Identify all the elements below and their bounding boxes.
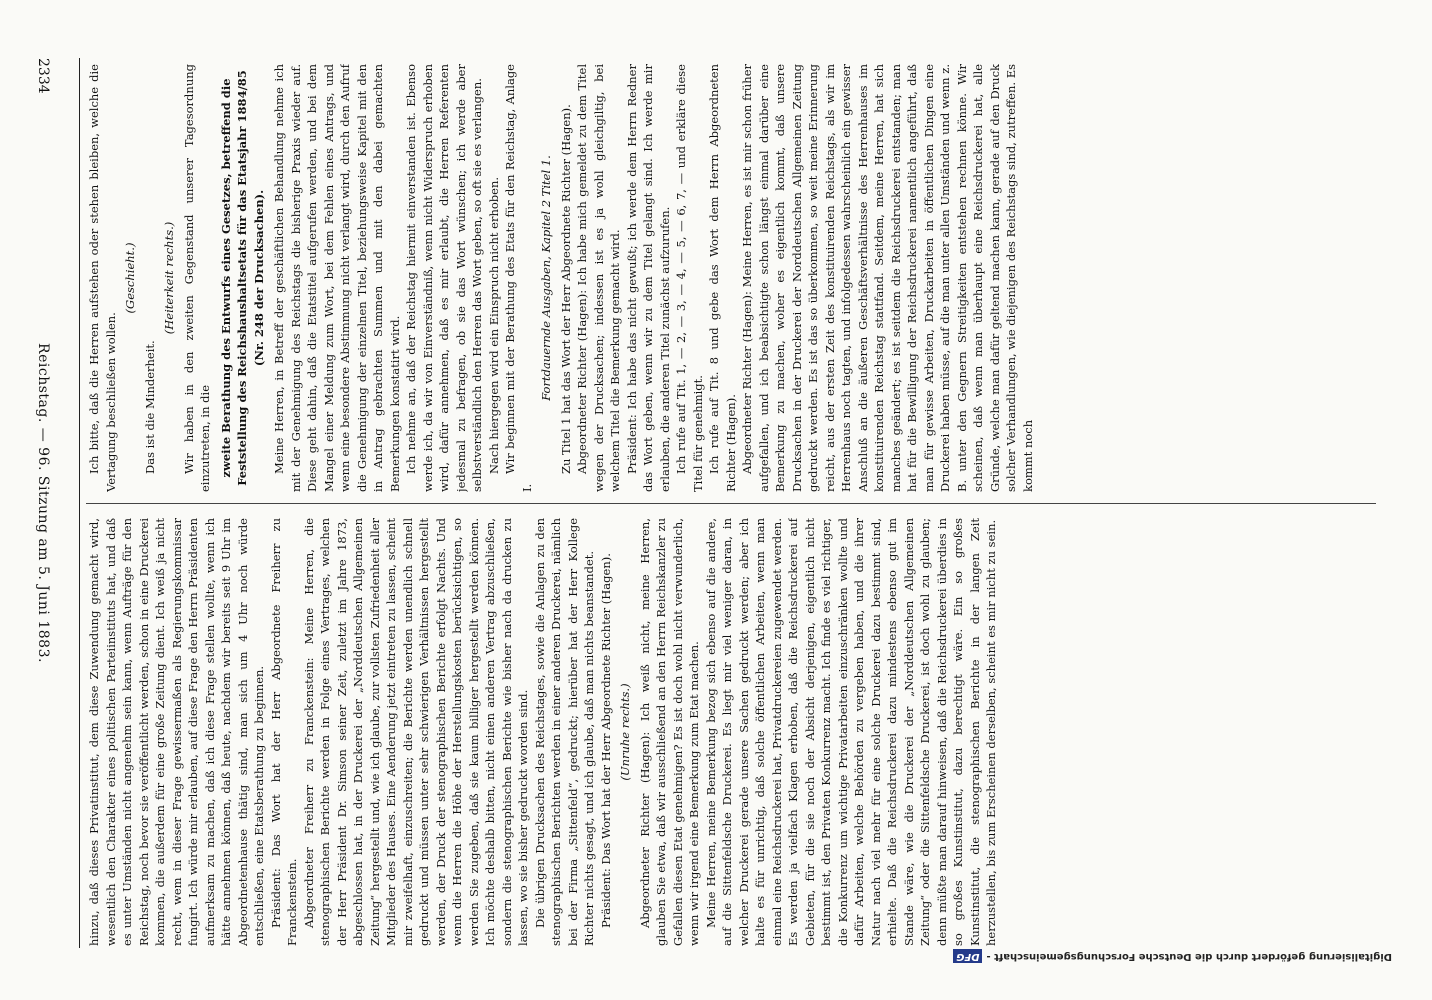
left-text-column	[86, 64, 1370, 492]
speech-paragraph: Präsident: Das Wort hat der Herr Abgeordnete Richter (Hagen).	[598, 553, 613, 928]
speech-paragraph: Abgeordneter Richter (Hagen): Ich weiß nicht, meine Herren, glauben Sie etwa, daß wir ausschließend an den Herrn Reichskanzler zu Gefallen diesen Etat genehmigen? Es ist doch wohl nicht verwunderlich, wenn wir irgend eine Bemerkung zum Etat machen.	[637, 518, 701, 946]
paragraph: Wir beginnen mit der Berathung des Etats für den Reichstag, Anlage I.	[503, 64, 534, 492]
paragraph: Die übrigen Drucksachen des Reichstages, sowie die Anlagen zu den stenographischen Berichten werden in einer anderen Druckerei, nämlich bei der Firma „Sittenfeld“, gedruckt; hierüber hat der Herr Kollege Richter nichts gesagt, und ich glaube, daß man nichts beanstandet.	[532, 518, 596, 946]
column-divider	[86, 503, 1376, 504]
right-text-column	[86, 518, 1370, 946]
paragraph: Meine Herren, in Betreff der geschäftlichen Behandlung nehme ich mit der Genehmigung des Reichstags die bisherige Praxis wieder auf. Diese geht dahin, daß die Etatstitel aufgerufen werden, und bei dem Mangel einer Meldung zum Wort, bei dem Fehlen eines Antrags, und wenn eine besondere Abstimmung nicht verlangt wird, durch den Aufruf die Genehmigung der einzelnen Titel, beziehungsweise Kapitel mit den in Antrag gebrachten Summen und mit den dabei gemachten Bemerkungen konstatirt wird.	[272, 64, 402, 492]
page-number: 2334	[35, 58, 51, 94]
section-line: Fortdauernde Ausgaben, Kapitel 2 Titel 1.	[539, 155, 553, 401]
paragraph: hinzu, daß dieses Privatinstitut, dem diese Zuwendung gemacht wird, wesentlich den Charakter eines politischen Parteiinstituts hat, und daß es unter Umständen nicht angenehm sein kann, wenn Aufträge für den Reichstag, noch bevor sie veröffentlicht werden, schon in eine Druckerei kommen, die außerdem für eine große Zeitung dient. Ich weiß ja nicht recht, wem in dieser Frage gewissermaßen als Regierungskommissar fungirt. Ich würde mir erlauben, auf diese Frage den Herrn Präsidenten aufmerksam zu machen, daß ich diese Frage stellen wollte, wenn ich hätte annehmen können, daß heute, nachdem wir bereits seit 9 Uhr im Abgeordnetenhause thätig sind, man sich um 4 Uhr noch würde entschließen, eine Etatsberathung zu beginnen.	[87, 518, 266, 946]
stage-note: (Geschieht.)	[123, 242, 137, 314]
paragraph: Ich nehme an, daß der Reichstag hiermit einverstanden ist. Ebenso werde ich, da wir von Einverständniß, wenn nicht Widerspruch erhoben wird, dafür annehmen, daß es mir erlaubt, die Herren Referenten jedesmal zu befragen, ob sie das Wort wünschen; ich werde aber selbstverständlich den Herren das Wort geben, so oft sie es verlangen.	[404, 64, 484, 492]
paragraph: Zu Titel 1 hat das Wort der Herr Abgeordnete Richter (Hagen).	[558, 104, 573, 474]
running-title: Reichstag. — 96. Sitzung am 5. Juni 1883.	[35, 343, 51, 663]
speech-paragraph: Präsident: Das Wort hat der Herr Abgeordnete Freiherr zu Franckenstein.	[268, 518, 299, 946]
stage-note: (Unruhe rechts.)	[618, 683, 632, 781]
paragraph: Nach hiergegen wird ein Einspruch nicht erhoben.	[486, 176, 501, 474]
header-rule	[79, 58, 80, 948]
credit-text: Digitalisierung gefördert durch die Deutsche Forschungsgemeinschaft -	[986, 951, 1392, 962]
paragraph: Das ist die Minderheit.	[142, 340, 157, 474]
paragraph: Wir haben in den zweiten Gegenstand unserer Tagesordnung einzutreten, in die	[181, 64, 212, 492]
speech-paragraph: Abgeordneter Richter (Hagen): Meine Herren, es ist mir schon früher aufgefallen, und ich beabsichtigte schon längst einmal darüber eine Bemerkung zu machen, woher es eigentlich kommt, daß unsere Drucksachen in der Druckerei der Norddeutschen Allgemeinen Zeitung gedruckt werden. Es ist das so überkommen, so weit meine Erinnerung reicht, aus der ersten Zeit des konstituirenden Reichstags, als wir im Herrenhaus noch tagten, und infolgedessen wahrscheinlich ein gewisser Anschluß an die äußeren Geschäftsverhältnisse des Herrenhauses im konstituirenden Reichstag stattfand. Seitdem, meine Herren, hat sich manches geändert; es ist seitdem die Reichsdruckerei entstanden; man hat für die Bewilligung der Reichsdruckerei namentlich angeführt, daß man für gewisse Arbeiten, Druckarbeiten in öffentlichen Dingen eine Druckerei haben müsse, auf die man unter allen Umständen und wenn z. B. unter den Gegnern Streitigkeiten entstehen rechnen könne. Wir scheinen, daß wenn man überhaupt eine Reichsdruckerei hat, alle Gründe, welche man dafür geltend machen kann, gerade auf den Druck solcher Verhandlungen, wie diejenigen des Reichstags sind, zutreffen. Es kommt noch	[740, 64, 1035, 492]
stage-note: (Heiterkeit rechts.)	[162, 221, 176, 335]
speech-paragraph: Abgeordneter Freiherr zu Franckenstein: Meine Herren, die stenographischen Berichte werden in Folge eines Vertrages, welchen der Herr Präsident Dr. Simson seiner Zeit, zuletzt im Jahre 1873, abgeschlossen hat, in der Druckerei der „Norddeutschen Allgemeinen Zeitung“ hergestellt und, wie ich glaube, zur vollsten Zufriedenheit aller Mitglieder des Hauses. Eine Aenderung jetzt eintreten zu lassen, scheint mir zweifelhaft, einzuschreiten; die Berichte werden unendlich schnell gedruckt und müssen unter sehr schwierigen Verhältnissen hergestellt werden, der Druck der stenographischen Berichte erfolgt Nachts. Und wenn die Herren die Höhe der Herstellungskosten berücksichtigen, so werden Sie zugeben, daß sie kaum billiger hergestellt werden können. Ich möchte deshalb bitten, nicht einen anderen Vertrag abzuschließen, sondern die stenographischen Berichte wie bisher nach da drucken zu lassen, wo sie bisher gedruckt worden sind.	[301, 518, 530, 946]
page-header	[32, 58, 54, 948]
speech-paragraph: Präsident: Ich habe das nicht gewußt; ich werde dem Herrn Redner das Wort geben, wenn wir zu dem Titel gelangt sind. Ich werde mir erlauben, die anderen Titel zunächst aufzurufen.	[624, 64, 672, 492]
paragraph: Ich rufe auf Tit. 1, — 2, — 3, — 4, — 5, — 6, 7, — und erkläre diese Titel für genehmigt.	[674, 64, 705, 492]
dfg-logo: DFG	[953, 949, 982, 963]
paragraph: Meine Herren, meine Bemerkung bezog sich ebenso auf die andere, auf die Sittenfeldsche Druckerei. Es liegt mir viel weniger daran, in welcher Druckerei gerade unsere Sachen gedruckt werden; aber ich halte es für unrichtig, daß solche öffentlichen Arbeiten, wenn man einmal eine Reichsdruckerei hat, Privatdruckereien zugewendet werden. Es werden ja vielfach Klagen erhoben, daß die Reichsdruckerei auf Gebieten, für die sie noch der Absicht derjenigen, eigentlich nicht bestimmt ist, den Privaten Konkurrenz macht. Ich finde es viel richtiger, die Konkurrenz um wichtige Privatarbeiten einzuschränken wollte und dafür Arbeiten, welche Behörden zu vergeben haben, und die ihrer Natur nach viel mehr für eine solche Druckerei dazu bestimmt sind, erhielte. Daß die Reichsdruckerei dazu mindestens ebenso gut im Stande wäre, wie die Druckerei der „Norddeutschen Allgemeinen Zeitung“ oder die Sittenfeldsche Druckerei, ist doch wohl zu glauben; denn müßte man darauf hinweisen, daß die Reichsdruckerei überdies in so großes Kunstinstitut, dazu berechtigt wäre. Ein so großes Kunstinstitut, die stenographischen Berichte in der langen Zeit herzustellen, bis zum Erscheinen derselben, scheint es mir nicht zu sein.	[703, 518, 998, 946]
paragraph: Ich bitte, daß die Herren aufstehen oder stehen bleiben, welche die Vertagung beschließen wollen.	[87, 64, 118, 492]
paragraph: Ich rufe auf Tit. 8 und gebe das Wort dem Herrn Abgeordneten Richter (Hagen).	[707, 64, 738, 492]
agenda-heading: zweite Berathung des Entwurfs eines Gesetzes, betreffend die Feststellung des Reichshaushaltsetats für das Etatsjahr 1884/85 (Nr. 248 der Drucksachen).	[218, 70, 266, 486]
digitization-credit	[392, 944, 1392, 968]
speech-paragraph: Abgeordneter Richter (Hagen): Ich habe mich gemeldet zu dem Titel wegen der Drucksachen; indessen ist es ja wohl gleichgiltig, bei welchem Titel die Bemerkung gemacht wird.	[575, 64, 622, 492]
